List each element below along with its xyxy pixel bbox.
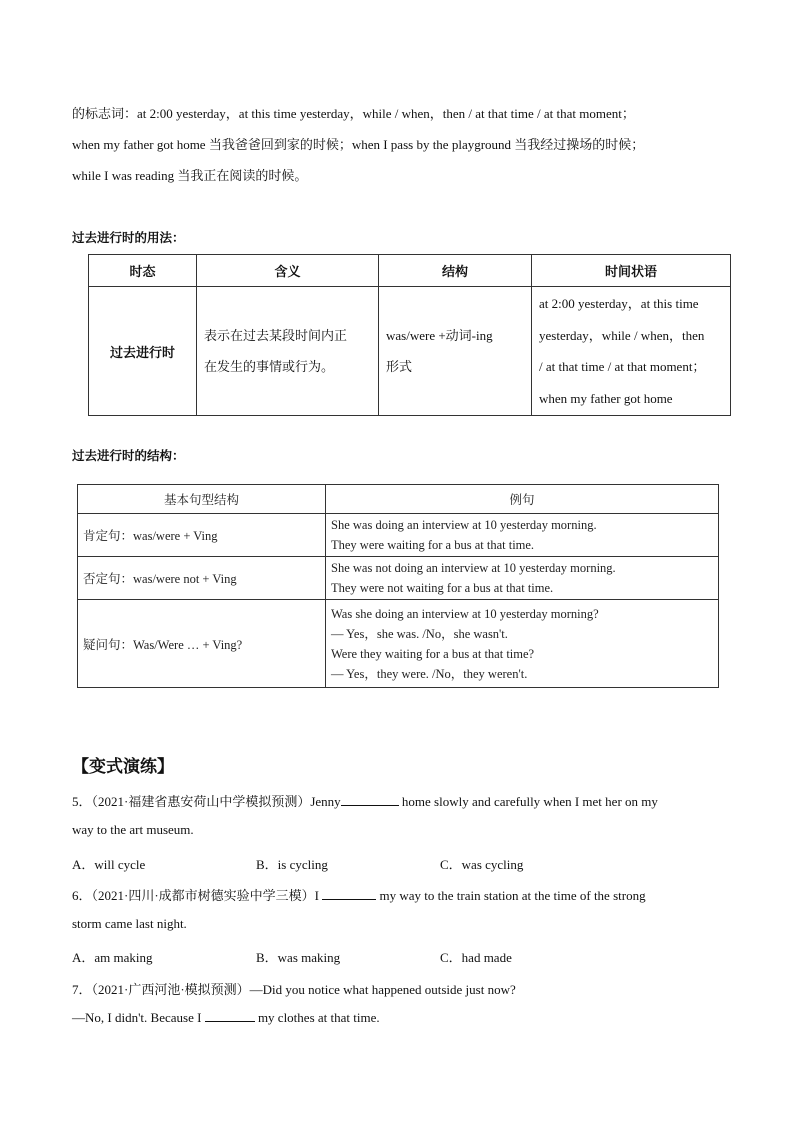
q5-option-a[interactable]: A．will cycle [72, 857, 146, 872]
structure-heading: 过去进行时的结构： [72, 448, 185, 463]
question-label: 疑问句：Was/Were … + Ving? [78, 600, 326, 688]
usage-row [89, 287, 731, 416]
q5-blank[interactable] [341, 805, 399, 806]
q6-line-2: storm came last night. [72, 916, 187, 931]
usage-heading: 过去进行时的用法： [72, 230, 185, 245]
question-examples [326, 600, 719, 688]
negative-examples [326, 557, 719, 600]
q5-stem-pre: 5．（2021·福建省惠安荷山中学模拟预测）Jenny [72, 794, 341, 809]
q6-stem-pre: 6．（2021·四川·成都市树德实验中学三模）I [72, 888, 323, 903]
tense-cell: 过去进行时 [89, 287, 197, 416]
adverbial-line-1: at 2:00 yesterday，at this time [539, 296, 699, 311]
adverbial-line-4: when my father got home [539, 390, 673, 406]
q6-blank[interactable] [322, 899, 376, 900]
q5-stem-post: home slowly and carefully when I met her on my [398, 794, 658, 809]
example-line: They were not waiting for a bus at that time. [331, 581, 554, 595]
q6-line-1 [72, 885, 646, 904]
adverbial-cell [532, 287, 731, 416]
negative-row [78, 557, 719, 600]
example-line: — Yes，they were. /No，they weren't. [331, 666, 528, 681]
structure-line-1: was/were +动词-ing [386, 327, 493, 343]
intro-line-1: 的标志词：at 2:00 yesterday，at this time yesterday，while / when，then / at that time / at that moment； [72, 106, 635, 121]
question-row [78, 600, 719, 688]
q5-option-b[interactable]: B．is cycling [256, 857, 328, 872]
q6-stem-post: my way to the train station at the time of the strong [376, 888, 646, 903]
meaning-cell [197, 287, 379, 416]
header-adverbial: 时间状语 [532, 255, 731, 287]
example-line: She was not doing an interview at 10 yesterday morning. [331, 561, 616, 575]
intro-line-3: while I was reading 当我正在阅读的时候。 [72, 168, 308, 183]
header-meaning: 含义 [197, 255, 379, 287]
affirmative-label: 肯定句：was/were + Ving [78, 514, 326, 557]
q7-line-2 [72, 1010, 380, 1026]
q6-option-a[interactable]: A．am making [72, 950, 153, 965]
meaning-line-2: 在发生的事情或行为。 [204, 359, 335, 374]
q5-line-1 [72, 791, 658, 810]
header-examples: 例句 [326, 485, 719, 514]
example-line: — Yes，she was. /No，she wasn't. [331, 626, 508, 641]
adverbial-line-2: yesterday，while / when，then [539, 327, 705, 343]
q5-option-c[interactable]: C．was cycling [440, 857, 524, 872]
q5-line-2: way to the art museum. [72, 822, 194, 837]
q7-line-1: 7．（2021·广西河池·模拟预测）—Did you notice what happened outside just now? [72, 982, 516, 997]
q7-stem-post: my clothes at that time. [254, 1010, 380, 1025]
practice-title: 【变式演练】 [72, 757, 174, 777]
structure-header-row [78, 485, 719, 514]
intro-line-2: when my father got home 当我爸爸回到家的时候；when I pass by the playground 当我经过操场的时候； [72, 137, 645, 152]
adverbial-line-3: / at that time / at that moment； [539, 359, 706, 374]
negative-label: 否定句：was/were not + Ving [78, 557, 326, 600]
usage-table [88, 254, 731, 416]
example-line: Was she doing an interview at 10 yesterday morning? [331, 606, 599, 621]
example-line: Were they waiting for a bus at that time? [331, 646, 535, 661]
structure-line-2: 形式 [386, 359, 413, 374]
q6-option-b[interactable]: B．was making [256, 950, 341, 965]
q7-blank[interactable] [205, 1021, 255, 1022]
q7-stem-pre: —No, I didn't. Because I [72, 1010, 205, 1025]
header-basic-pattern: 基本句型结构 [78, 485, 326, 514]
header-tense: 时态 [89, 255, 197, 287]
usage-header-row [89, 255, 731, 287]
header-structure: 结构 [379, 255, 532, 287]
structure-table [77, 484, 719, 688]
example-line: They were waiting for a bus at that time. [331, 538, 535, 552]
example-line: She was doing an interview at 10 yesterday morning. [331, 518, 597, 532]
affirmative-examples [326, 514, 719, 557]
structure-cell [379, 287, 532, 416]
affirmative-row [78, 514, 719, 557]
q6-option-c[interactable]: C．had made [440, 950, 512, 965]
meaning-line-1: 表示在过去某段时间内正 [204, 327, 348, 343]
